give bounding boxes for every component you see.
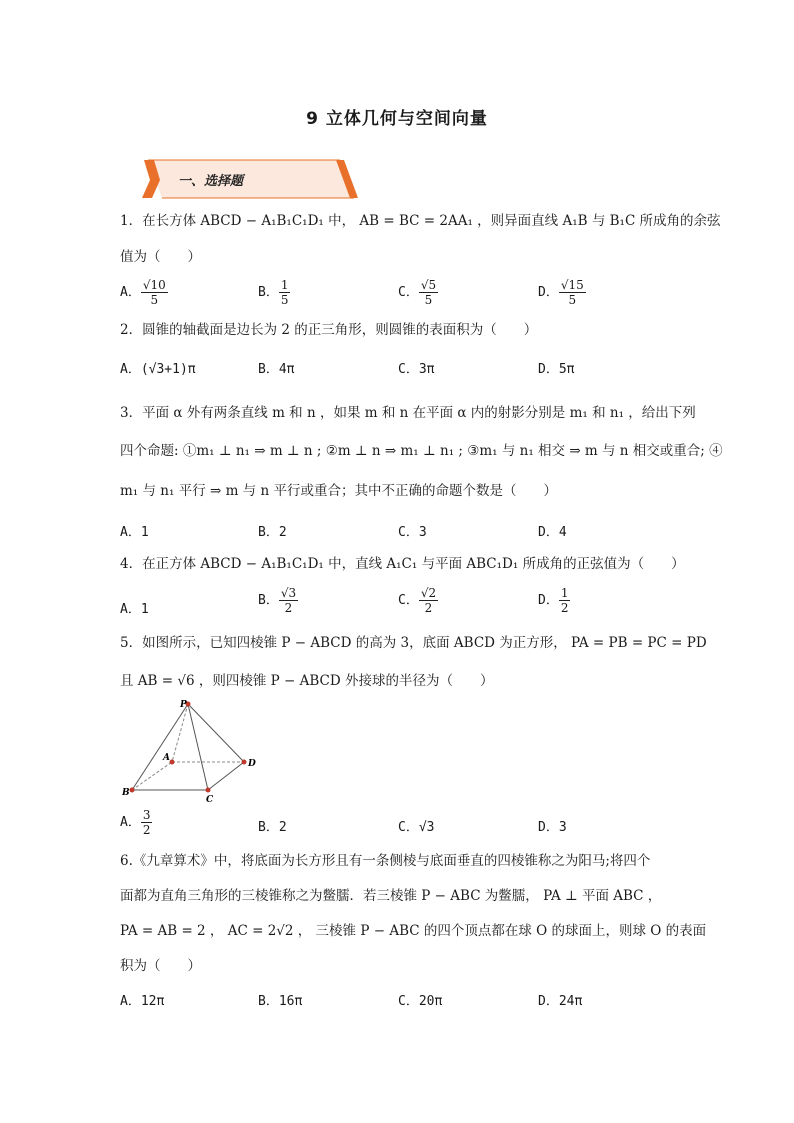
vertex-b — [130, 788, 135, 793]
q2-option-a: A．(√3+1)π — [120, 362, 196, 377]
q1-option-c: C． $\frac{√5}{5}$ — [398, 278, 437, 307]
q5-line2: 且 AB = √6 ，则四棱锥 P − ABCD 外接球的半径为（ ） — [120, 673, 494, 689]
q5-option-c: C．√3 — [398, 820, 435, 835]
q3-line3: m₁ 与 n₁ 平行 ⇒ m 与 n 平行或重合；其中不正确的命题个数是（ ） — [120, 483, 557, 499]
q4-option-a: A．1 — [120, 602, 149, 617]
q4-option-d: D． $\frac{1}{2}$ — [538, 586, 569, 615]
q5-line1: 5．如图所示，已知四棱锥 P − ABCD 的高为 3，底面 ABCD 为正方形， PA = PB = PC = PD — [120, 635, 707, 651]
vertex-d — [242, 760, 247, 765]
pyramid-figure — [118, 696, 268, 808]
page-title: 9 立体几何与空间向量 — [306, 109, 488, 129]
label-c: C — [206, 795, 214, 805]
q6-line2: 面都为直角三角形的三棱锥称之为鳖臑．若三棱锥 P − ABC 为鳖臑， PA ⊥ 平面 ABC ， — [120, 888, 662, 904]
q3-option-b: B．2 — [258, 525, 287, 540]
vertex-a — [170, 760, 175, 765]
q3-option-d: D．4 — [538, 525, 567, 540]
q5-option-a: A． $\frac{3}{2}$ — [120, 808, 151, 837]
q6-line3: PA = AB = 2 ， AC = 2√2 ， 三棱锥 P − ABC 的四个顶点都在球 O 的球面上，则球 O 的表面 — [120, 923, 707, 939]
label-a: A — [163, 753, 170, 763]
section-label: 一、选择题 — [178, 174, 244, 189]
q4-option-c: C． $\frac{√2}{2}$ — [398, 586, 437, 615]
vertex-c — [206, 788, 211, 793]
q3-option-a: A．1 — [120, 525, 149, 540]
q4-line1: 4．在正方体 ABCD − A₁B₁C₁D₁ 中，直线 A₁C₁ 与平面 ABC₁D₁ 所成角的正弦值为（ ） — [120, 556, 685, 572]
q6-option-a: A．12π — [120, 994, 165, 1009]
q2-option-d: D．5π — [538, 362, 575, 377]
q1-line2: 值为（ ） — [120, 249, 201, 265]
q3-line1: 3．平面 α 外有两条直线 m 和 n ，如果 m 和 n 在平面 α 内的射影分别是 m₁ 和 n₁ ，给出下列 — [120, 405, 696, 421]
q4-option-b: B． $\frac{√3}{2}$ — [258, 586, 297, 615]
label-d: D — [248, 759, 256, 769]
q6-option-b: B．16π — [258, 994, 303, 1009]
q2-option-c: C．3π — [398, 362, 435, 377]
q1-line1: 1．在长方体 ABCD − A₁B₁C₁D₁ 中， AB = BC = 2AA₁ ，则异面直线 A₁B 与 B₁C 所成角的余弦 — [120, 213, 721, 229]
q6-line4: 积为（ ） — [120, 958, 201, 974]
q6-line1: 6.《九章算术》中，将底面为长方形且有一条侧棱与底面垂直的四棱锥称之为阳马;将四个 — [120, 853, 651, 869]
section-banner — [140, 158, 360, 200]
q3-option-c: C．3 — [398, 525, 427, 540]
q6-option-d: D．24π — [538, 994, 583, 1009]
label-b: B — [122, 788, 130, 798]
label-p: P — [180, 700, 187, 710]
q1-option-d: D． $\frac{√15}{5}$ — [538, 278, 584, 307]
q2-line1: 2．圆锥的轴截面是边长为 2 的正三角形，则圆锥的表面积为（ ） — [120, 322, 538, 338]
q1-option-a: A． $\frac{√10}{5}$ — [120, 278, 166, 307]
q5-option-d: D．3 — [538, 820, 567, 835]
q5-option-b: B．2 — [258, 820, 287, 835]
q2-option-b: B．4π — [258, 362, 295, 377]
q3-line2: 四个命题: ①m₁ ⊥ n₁ ⇒ m ⊥ n ; ②m ⊥ n ⇒ m₁ ⊥ n₁ ; ③m₁ 与 n₁ 相交 ⇒ m 与 n 相交或重合; ④ — [120, 443, 723, 459]
q1-option-b: B． $\frac{1}{5}$ — [258, 278, 289, 307]
q6-option-c: C．20π — [398, 994, 443, 1009]
